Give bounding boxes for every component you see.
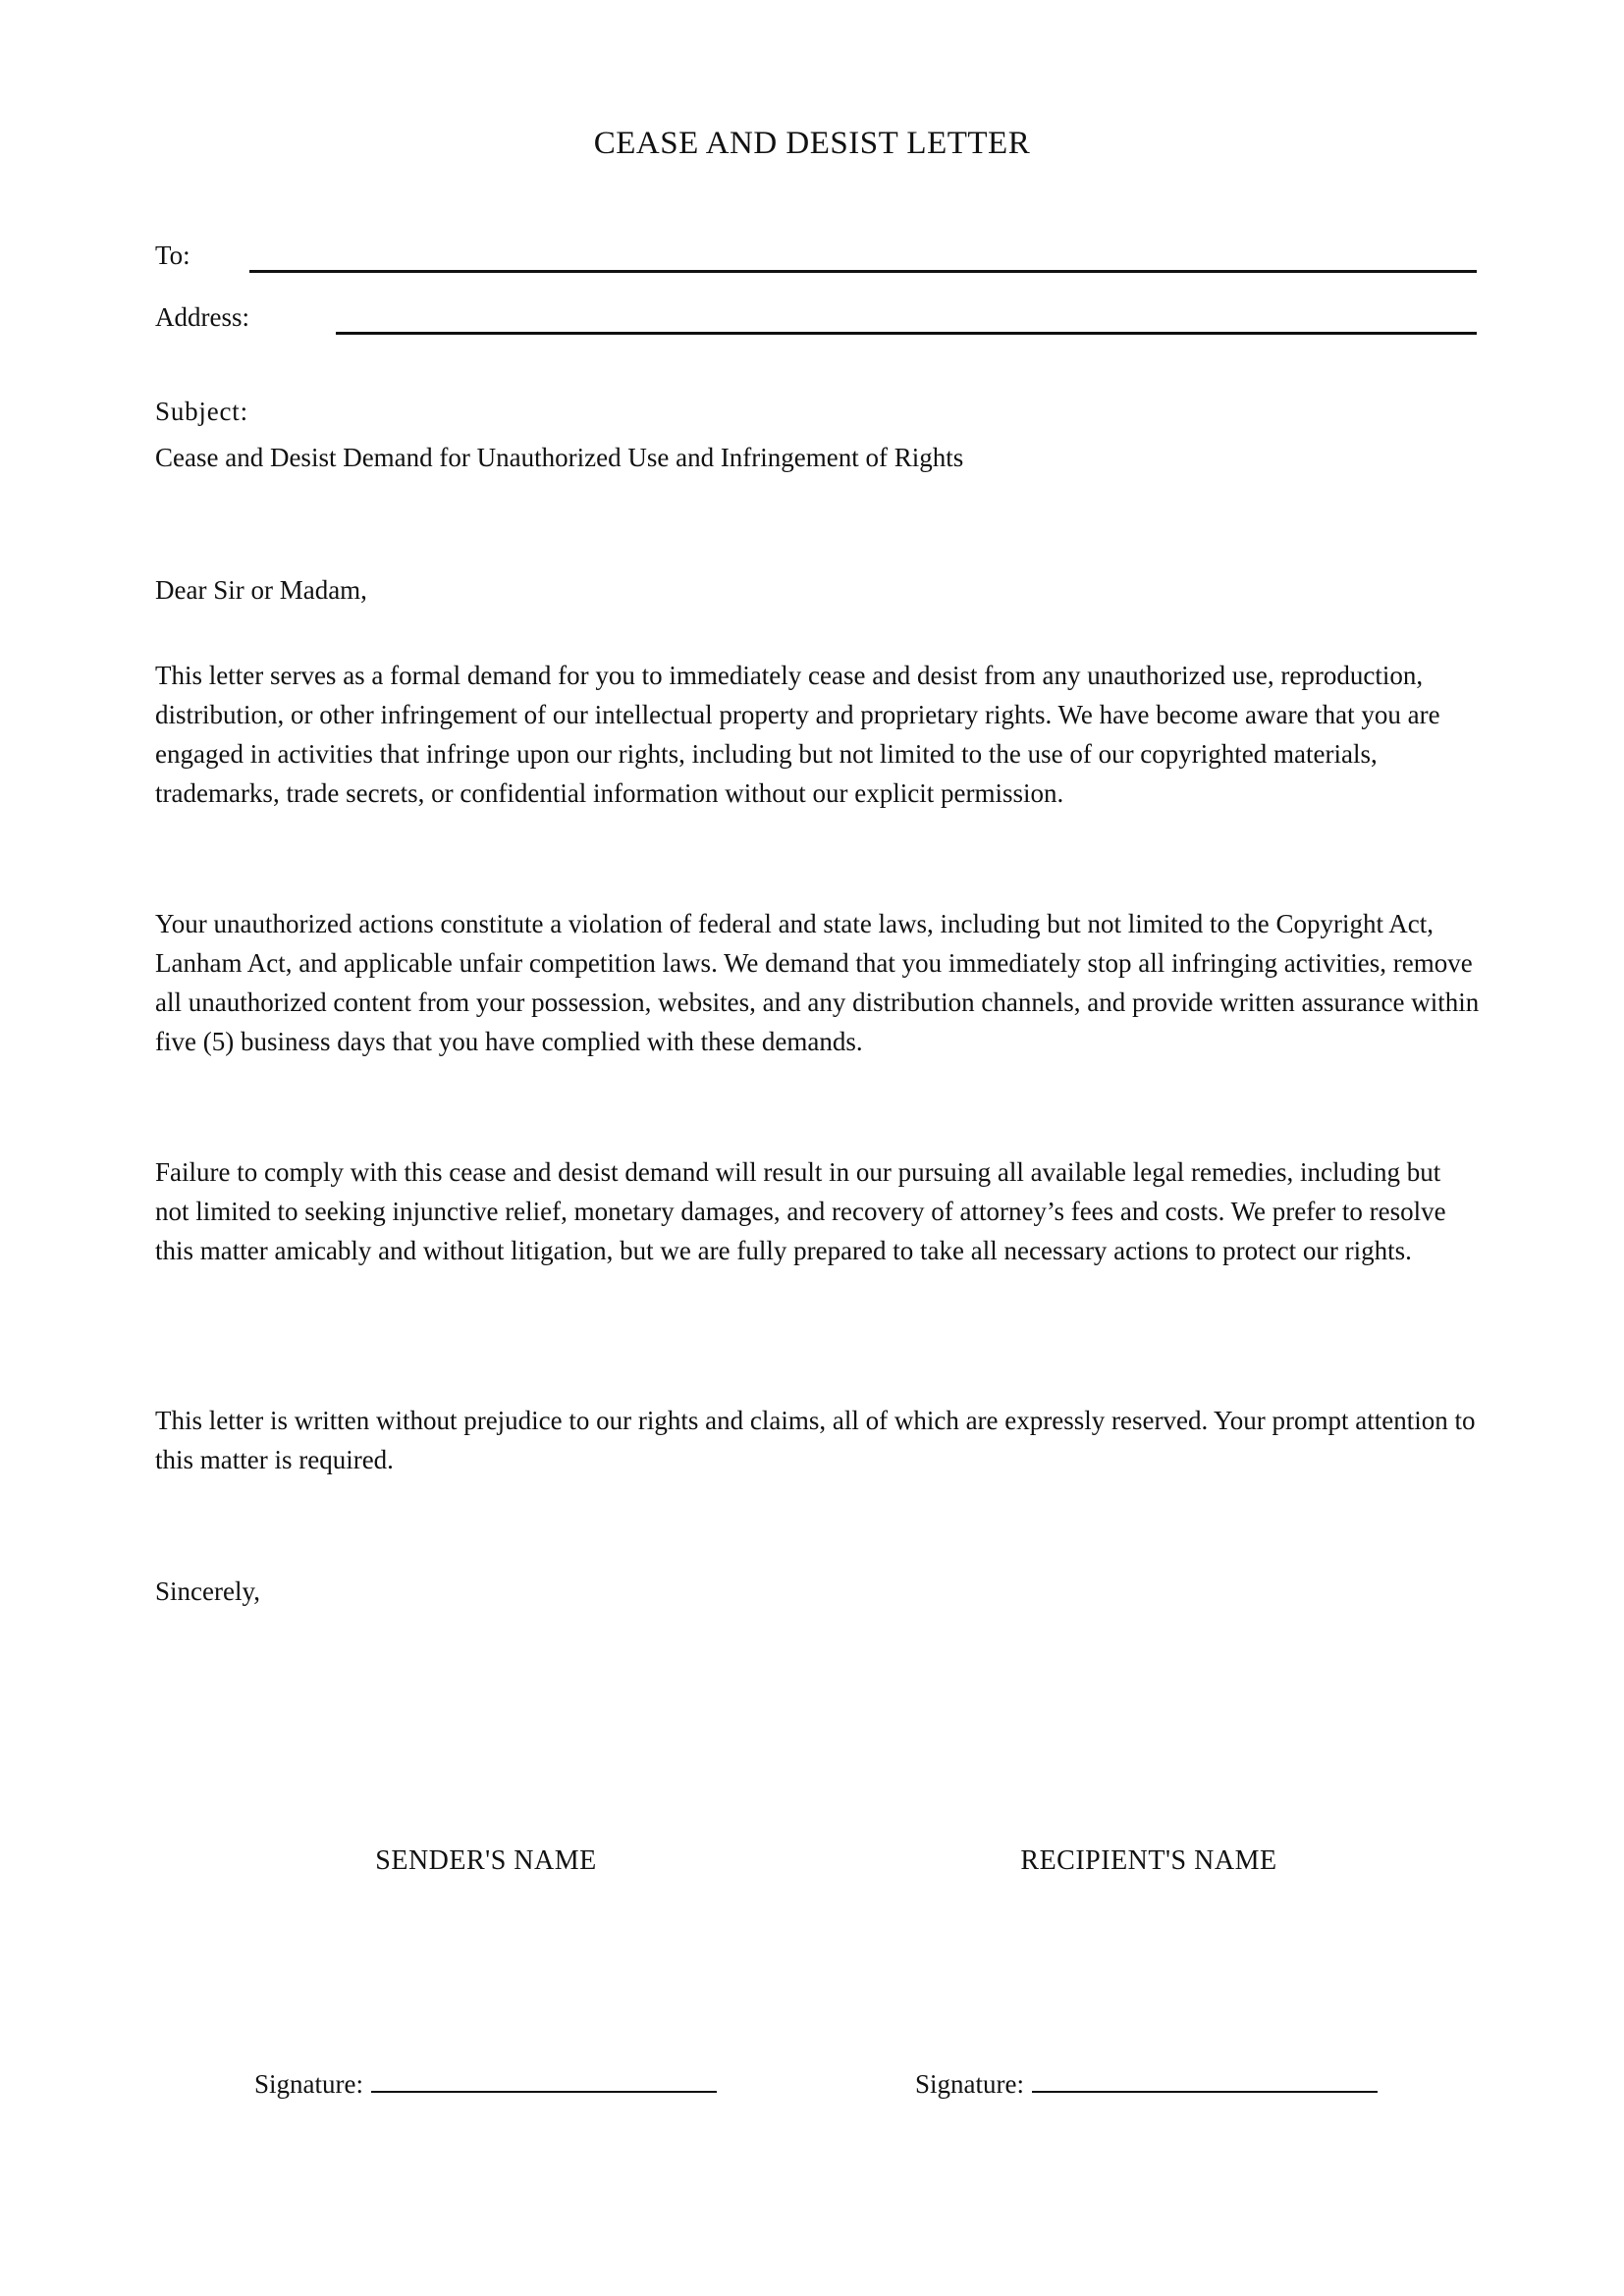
sender-name: SENDER'S NAME xyxy=(375,1845,597,1876)
body-paragraph: Your unauthorized actions constitute a violation of federal and state laws, including but not limited to the Copyright Act, Lanham Act, and applicable unfair competition laws. We demand that you immediately stop all infringing activities, remove all unauthorized content from your possession, websites, and any distribution channels, and provide written assurance within five (5) business days that you have complied with these demands. xyxy=(155,909,1480,1056)
body-paragraph: This letter is written without prejudice to our rights and claims, all of which are expressly reserved. Your prompt attention to this matter is required. xyxy=(155,1406,1476,1474)
salutation: Dear Sir or Madam, xyxy=(155,575,367,605)
address-blank-line[interactable] xyxy=(336,332,1477,335)
to-field xyxy=(155,236,1477,275)
recipient-name: RECIPIENT'S NAME xyxy=(1020,1845,1277,1876)
subject-label: Subject: xyxy=(155,397,248,426)
address-field xyxy=(155,297,1477,337)
sender-signature-line[interactable] xyxy=(371,2063,717,2093)
recipient-signature-line[interactable] xyxy=(1032,2063,1378,2093)
closing: Sincerely, xyxy=(155,1576,260,1606)
document-title: CEASE AND DESIST LETTER xyxy=(593,126,1031,161)
recipient-signature-label: Signature: xyxy=(915,2069,1024,2099)
address-label: Address: xyxy=(155,302,249,332)
to-blank-line[interactable] xyxy=(249,270,1477,273)
sender-signature-label: Signature: xyxy=(254,2069,363,2099)
sender-signature xyxy=(254,2063,717,2104)
body-paragraph: Failure to comply with this cease and desist demand will result in our pursuing all available legal remedies, including but not limited to seeking injunctive relief, monetary damages, and recovery of attorney’s fees and costs. We prefer to resolve this matter amicably and without litigation, but we are fully prepared to take all necessary actions to protect our rights. xyxy=(155,1157,1446,1265)
subject-text: Cease and Desist Demand for Unauthorized Use and Infringement of Rights xyxy=(155,443,964,472)
recipient-signature xyxy=(915,2063,1378,2104)
to-label: To: xyxy=(155,240,190,270)
body-paragraph: This letter serves as a formal demand for you to immediately cease and desist from any unauthorized use, reproduction, distribution, or other infringement of our intellectual property and proprietary rights. We have become aware that you are engaged in activities that infringe upon our rights, including but not limited to the use of our copyrighted materials, trademarks, trade secrets, or confidential information without our explicit permission. xyxy=(155,661,1440,808)
